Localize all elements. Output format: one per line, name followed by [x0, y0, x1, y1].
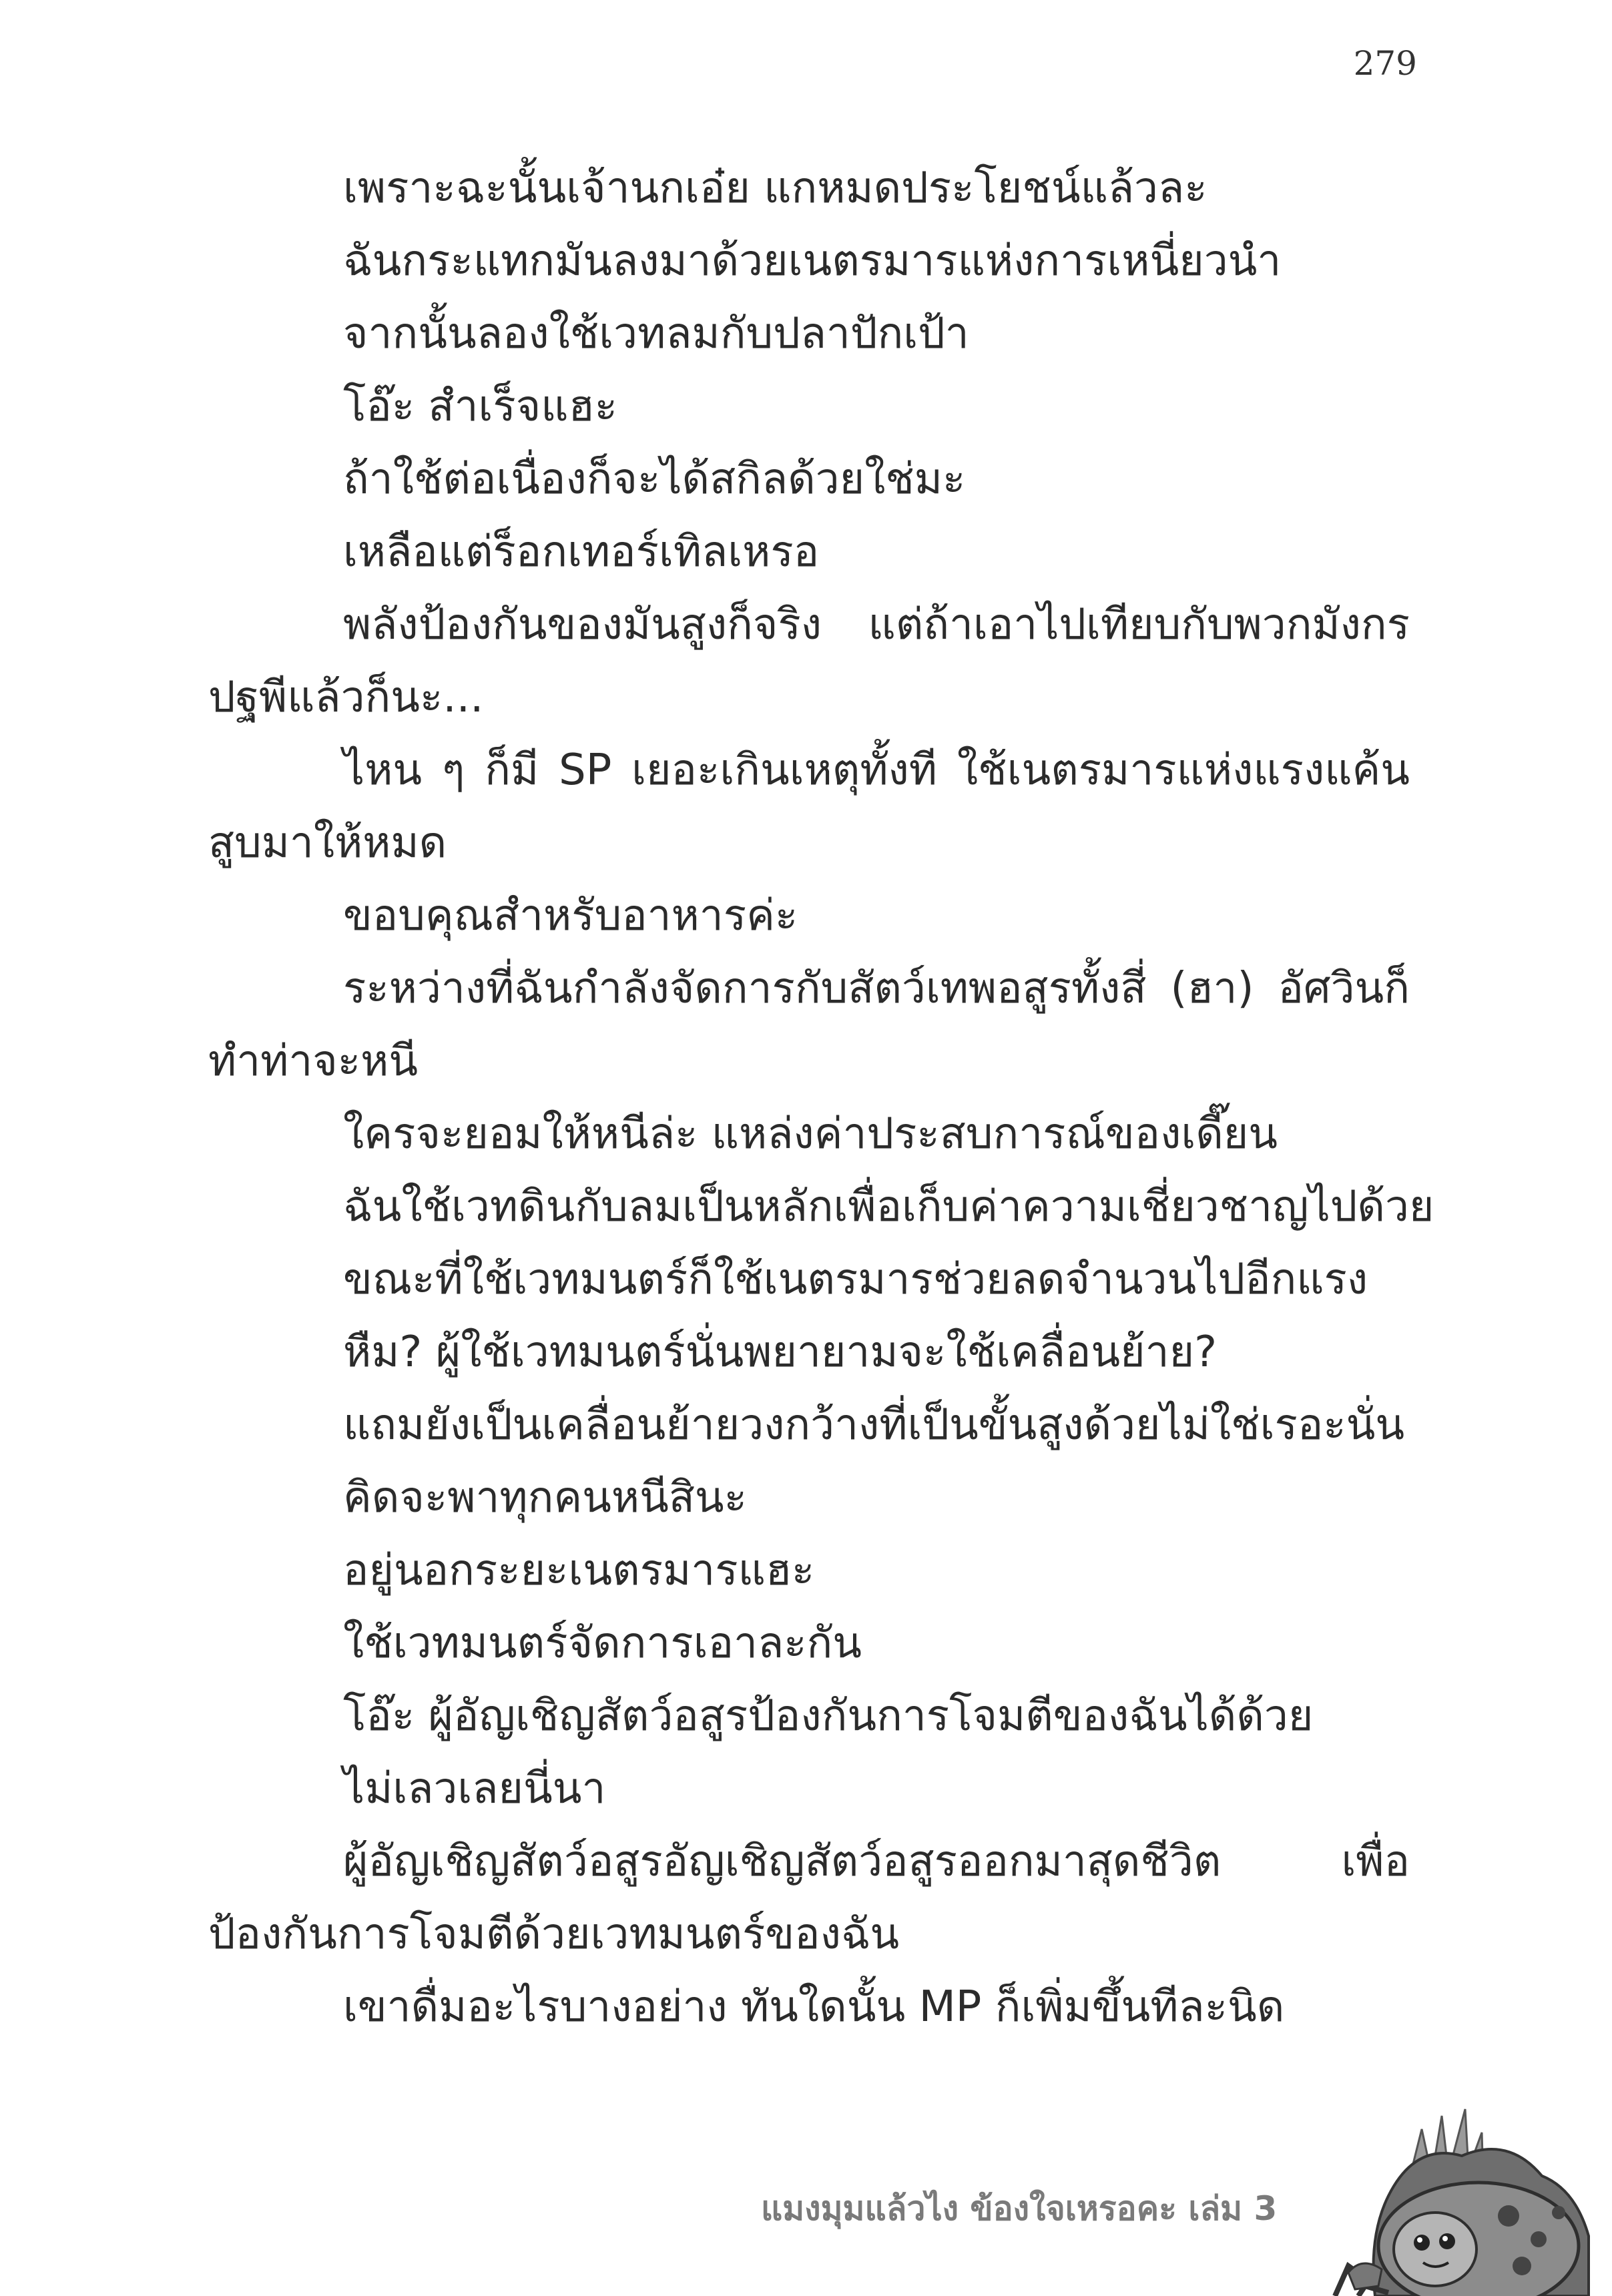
spider-mascot-icon — [1308, 2102, 1612, 2296]
paragraph: โอ๊ะ ผู้อัญเชิญสัตว์อสูรป้องกันการโจมตีของฉันได้ด้วย — [343, 1691, 1314, 1741]
paragraph: เพราะฉะนั้นเจ้านกเอ๋ย แกหมดประโยชน์แล้วละ — [343, 164, 1207, 213]
paragraph: ผู้อัญเชิญสัตว์อสูรอัญเชิญสัตว์อสูรออกมาสุดชีวิต เพื่อป้องกันการโจมตีด้วยเวทมนตร์ของฉัน — [208, 1837, 1410, 1959]
paragraph: ระหว่างที่ฉันกำลังจัดการกับสัตว์เทพอสูรทั้งสี่ (ฮา) อัศวินก็ทำท่าจะหนี — [208, 964, 1410, 1086]
paragraph: ถ้าใช้ต่อเนื่องก็จะได้สกิลด้วยใช่มะ — [343, 455, 966, 504]
paragraph: หืม? ผู้ใช้เวทมนตร์นั่นพยายามจะใช้เคลื่อนย้าย? — [343, 1328, 1218, 1377]
paragraph: พลังป้องกันของมันสูงก็จริง แต่ถ้าเอาไปเทียบกับพวกมังกรปฐพีแล้วก็นะ... — [208, 600, 1410, 722]
paragraph: โอ๊ะ สำเร็จแฮะ — [343, 382, 617, 431]
paragraph: อยู่นอกระยะเนตรมารแฮะ — [343, 1546, 815, 1595]
paragraph: คิดจะพาทุกคนหนีสินะ — [343, 1473, 747, 1522]
paragraph: ขอบคุณสำหรับอาหารค่ะ — [343, 891, 798, 940]
paragraph: ขณะที่ใช้เวทมนตร์ก็ใช้เนตรมารช่วยลดจำนวนไปอีกแรง — [343, 1255, 1368, 1304]
paragraph: ฉันกระแทกมันลงมาด้วยเนตรมารแห่งการเหนี่ยวนำ — [343, 236, 1282, 286]
page-number: 279 — [1353, 44, 1417, 83]
body-text — [208, 152, 1434, 2044]
paragraph: ใช้เวทมนตร์จัดการเอาละกัน — [343, 1619, 862, 1668]
paragraph: เหลือแต่ร็อกเทอร์เทิลเหรอ — [343, 527, 820, 577]
paragraph: จากนั้นลองใช้เวทลมกับปลาปักเป้า — [343, 309, 969, 358]
paragraph: ไหน ๆ ก็มี SP เยอะเกินเหตุทั้งที ใช้เนตรมารแห่งแรงแค้นสูบมาให้หมด — [208, 746, 1410, 868]
paragraph: ฉันใช้เวทดินกับลมเป็นหลักเพื่อเก็บค่าความเชี่ยวชาญไปด้วย — [343, 1182, 1434, 1231]
paragraph: แถมยังเป็นเคลื่อนย้ายวงกว้างที่เป็นขั้นสูงด้วยไม่ใช่เรอะนั่น — [343, 1400, 1405, 1450]
paragraph: ไม่เลวเลยนี่นา — [343, 1764, 606, 1813]
paragraph: ใครจะยอมให้หนีล่ะ แหล่งค่าประสบการณ์ของเดี๊ยน — [343, 1109, 1278, 1159]
paragraph: เขาดื่มอะไรบางอย่าง ทันใดนั้น MP ก็เพิ่มขึ้นทีละนิด — [343, 1982, 1285, 2032]
footer-book-title: แมงมุมแล้วไง ข้องใจเหรอคะ เล่ม 3 — [761, 2189, 1278, 2228]
